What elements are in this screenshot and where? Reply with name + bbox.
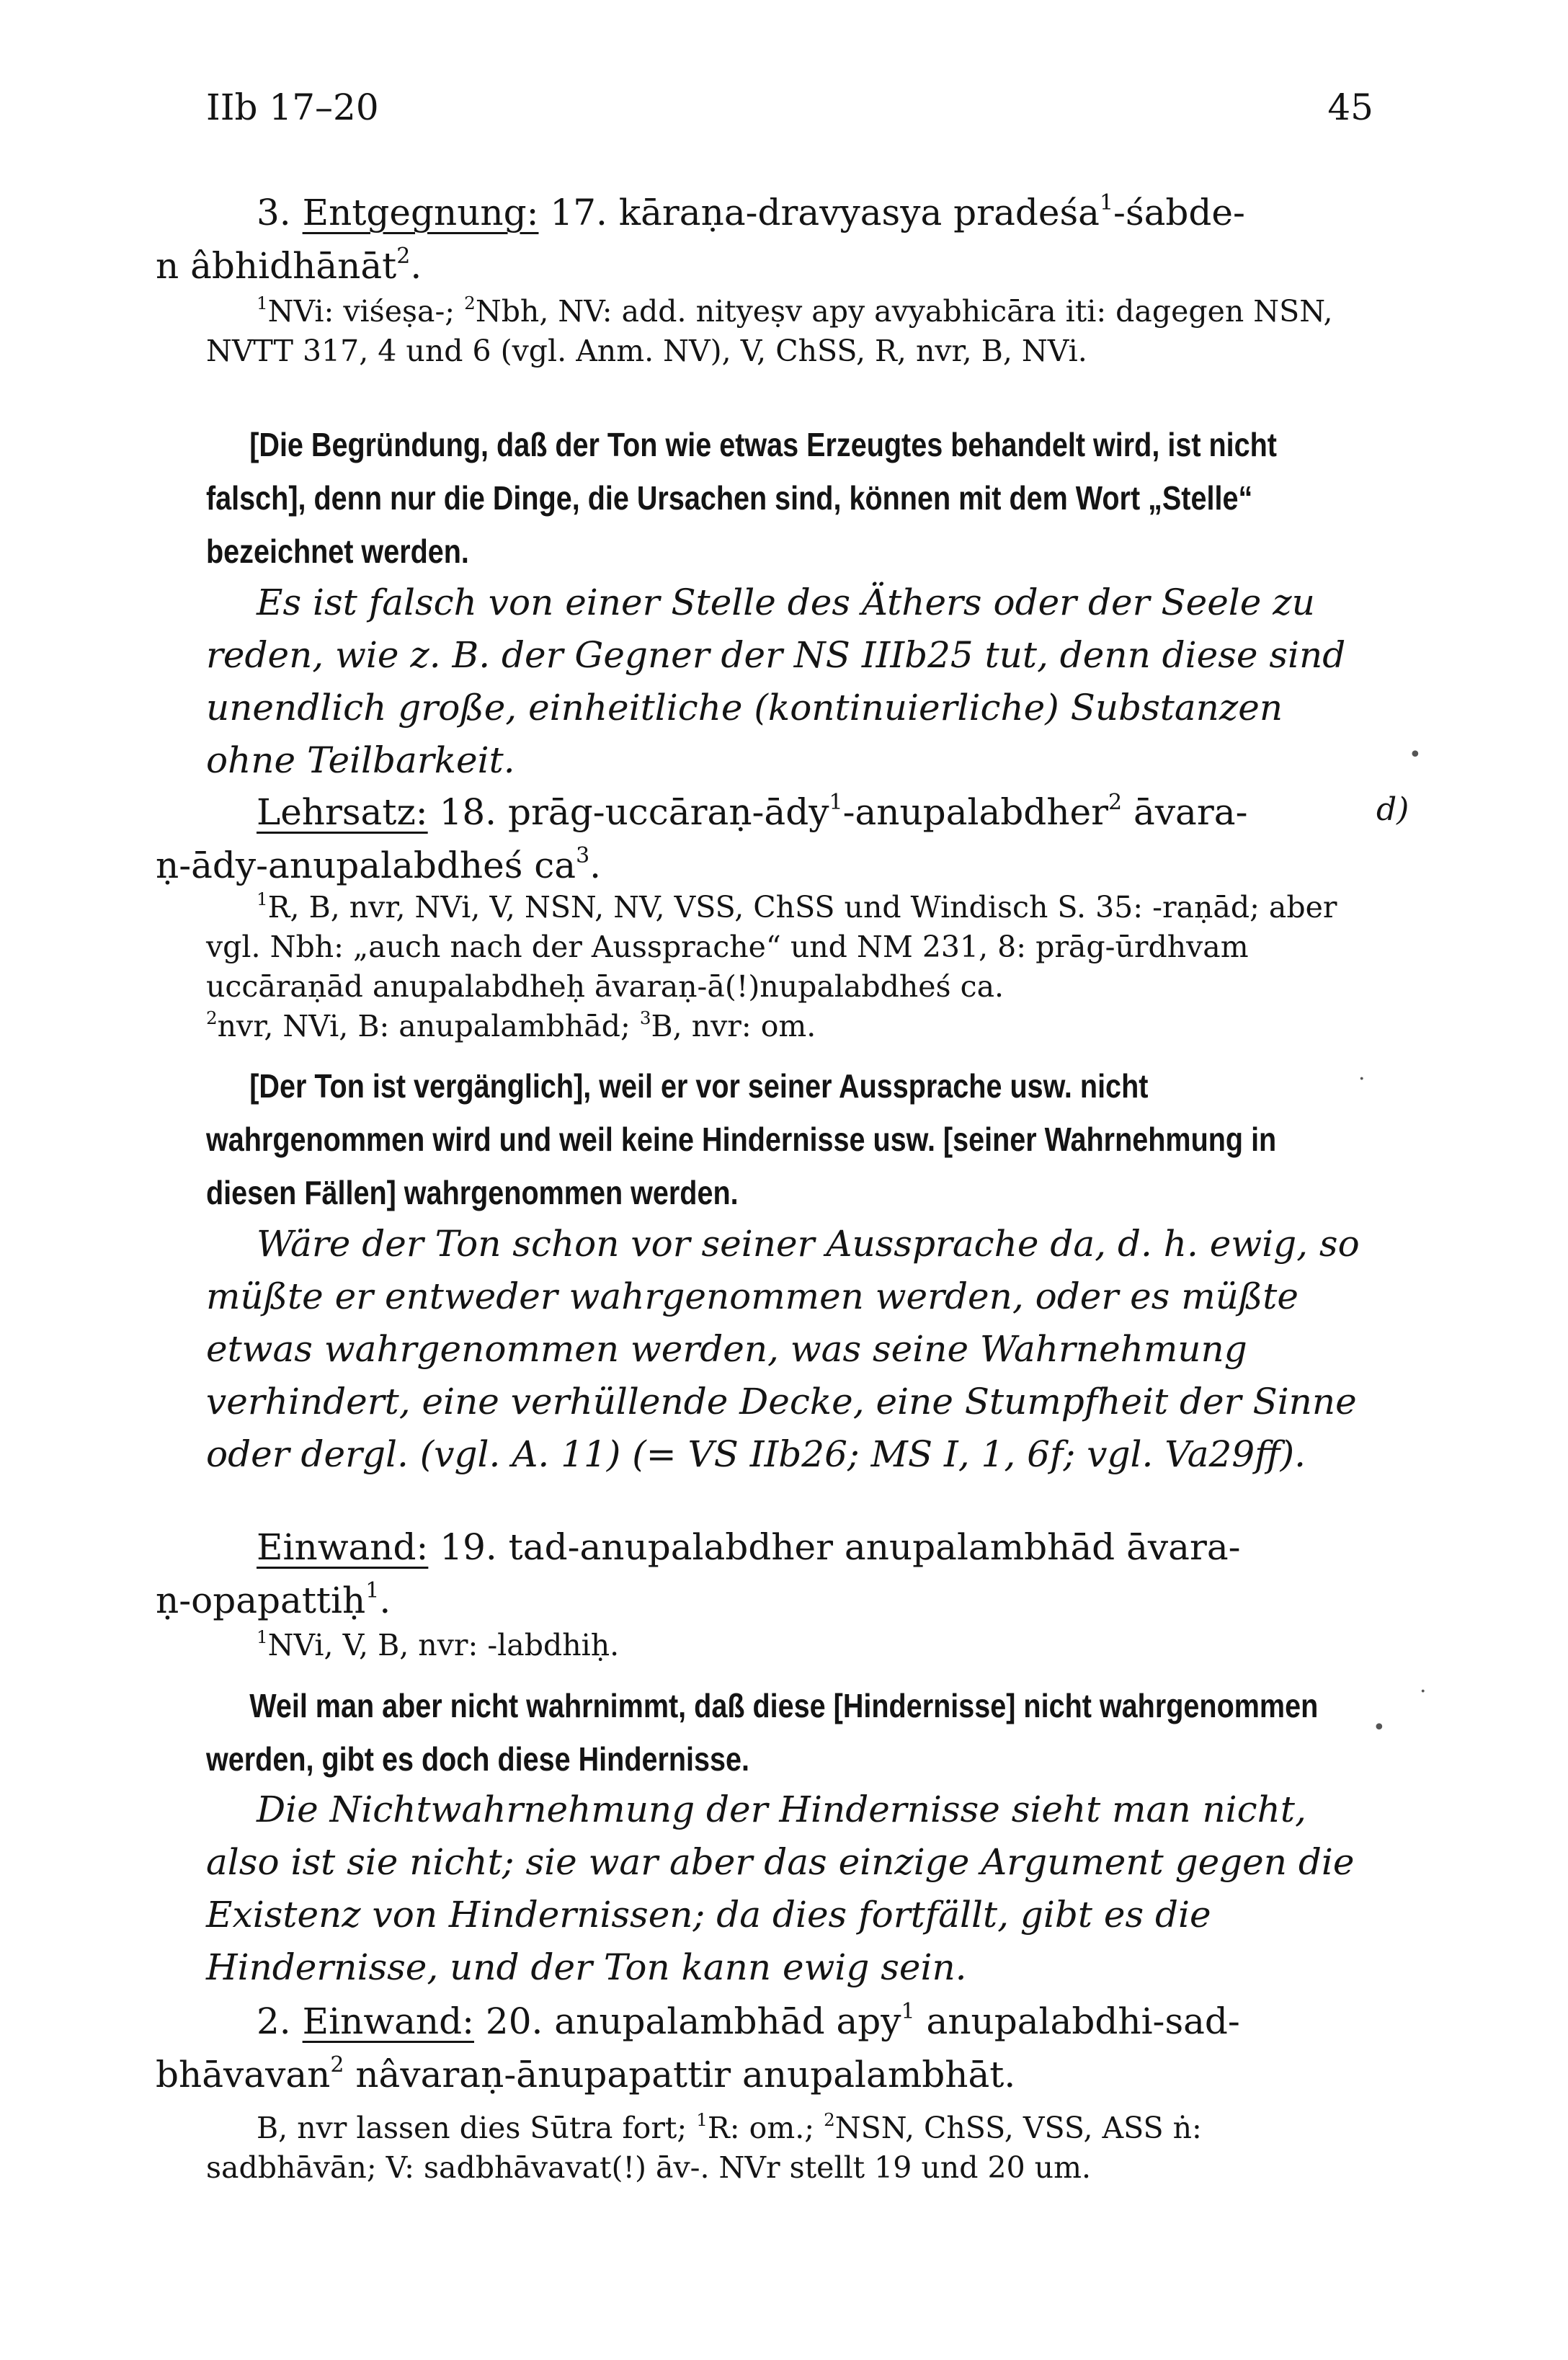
scan-speck: · <box>1358 1067 1366 1092</box>
sutra-label: Entgegnung: <box>302 192 539 233</box>
sutra-label: Lehrsatz: <box>257 791 428 833</box>
footnote-19: $^1$NVi, V, B, nvr: -labdhiḥ. <box>257 1626 620 1662</box>
scan-speck: · <box>1420 1679 1427 1704</box>
translation-18: [Der Ton ist vergänglich], weil er vor seiner Aussprache usw. nicht wahrgenommen wird und weil keine Hindernisse usw. [seiner Wahrnehmung in diesen Fällen] wahrgenommen werden. <box>206 1067 1277 1211</box>
sutra-19: Einwand: 19. tad-anupalabdher anupalambhād āvara- ṇ-opapattiḥ$^1$. <box>156 1526 1241 1621</box>
page-number: 45 <box>1327 86 1373 128</box>
sutra-label: Einwand: <box>302 2000 474 2042</box>
sutra-20: 2. Einwand: 20. anupalambhād apy$^1$ anupalabdhi-sad- bhāvavan$^2$ nâvaraṇ-ānupapattir anupalambhāt. <box>156 1999 1240 2096</box>
sutra-18: Lehrsatz: 18. prāg-uccāraṇ-ādy$^1$-anupalabdher$^2$ āvara- ṇ-ādy-anupalabdheś $ca^3$. <box>156 790 1248 886</box>
scan-speck: • <box>1373 1715 1386 1740</box>
commentary-18: Wäre der Ton schon vor seiner Aussprache da, d. h. ewig, so müßte er entweder wahrgenommen werden, oder es müßte etwas wahrgenommen werden, was seine Wahrnehmung verhindert, eine verhüllende Decke, eine Stumpfheit der Sinne oder dergl. (vgl. A. 11) (= VS IIb26; MS I, 1, 6f; vgl. Va29ff). <box>206 1223 1360 1475</box>
footnote-18: $^1$R, B, nvr, NVi, V, NSN, NV, VSS, ChSS und Windisch S. 35: -raṇād; aber vgl. Nbh: „auch nach der Aussprache“ und NM 231, 8: prāg-ūrdhvam uccāraṇād anupalabdheḥ āvaraṇ-ā(!)nupalabdheś ca. $^2$nvr, NVi, B: anupalambhād; $^3$B, nvr: om. <box>206 888 1337 1043</box>
margin-note: d) <box>1376 791 1409 828</box>
translation-19: Weil man aber nicht wahrnimmt, daß diese [Hindernisse] nicht wahrgenommen werden, gibt es doch diese Hindernisse. <box>206 1687 1319 1778</box>
sutra-label: Einwand: <box>257 1526 429 1568</box>
translation-17: [Die Begründung, daß der Ton wie etwas Erzeugtes behandelt wird, ist nicht falsch], denn nur die Dinge, die Ursachen sind, können mit dem Wort „Stelle“ bezeichnet werden. <box>206 426 1277 570</box>
footnote-20: B, nvr lassen dies Sūtra fort; $^1$R: om.; $^2$NSN, ChSS, VSS, ASS ṅ: sadbhāvān; V: sadbhāvavat(!) āv-. NVr stellt 19 und 20 um. <box>206 2109 1202 2185</box>
section-reference: IIb 17–20 <box>206 86 379 128</box>
running-header <box>206 86 1373 128</box>
commentary-17: Es ist falsch von einer Stelle des Äthers oder der Seele zu reden, wie z. B. der Gegner der NS IIIb25 tut, denn diese sind unendlich große, einheitliche (kontinuierliche) Substanzen ohne Teilbarkeit. <box>206 582 1346 781</box>
objection-number: 3. <box>257 192 291 233</box>
commentary-19: Die Nichtwahrnehmung der Hindernisse sieht man nicht, also ist sie nicht; sie war aber das einzige Argument gegen die Existenz von Hindernissen; da dies fortfällt, gibt es die Hindernisse, und der Ton kann ewig sein. <box>206 1789 1355 1988</box>
sutra-17: 3. Entgegnung: 17. kāraṇa-dravyasya pradeśa$^1$-śabde- n âbhidhānāt$^2$. <box>156 190 1245 287</box>
objection-number: 2. <box>257 2000 291 2042</box>
scan-speck: • <box>1409 742 1422 767</box>
footnote-17: $^1$NVi: viśeṣa-; $^2$Nbh, NV: add. nityeṣv apy avyabhicāra iti: dagegen NSN, NVTT 317, 4 und 6 (vgl. Anm. NV), V, ChSS, R, nvr, B, NVi. <box>206 292 1333 368</box>
